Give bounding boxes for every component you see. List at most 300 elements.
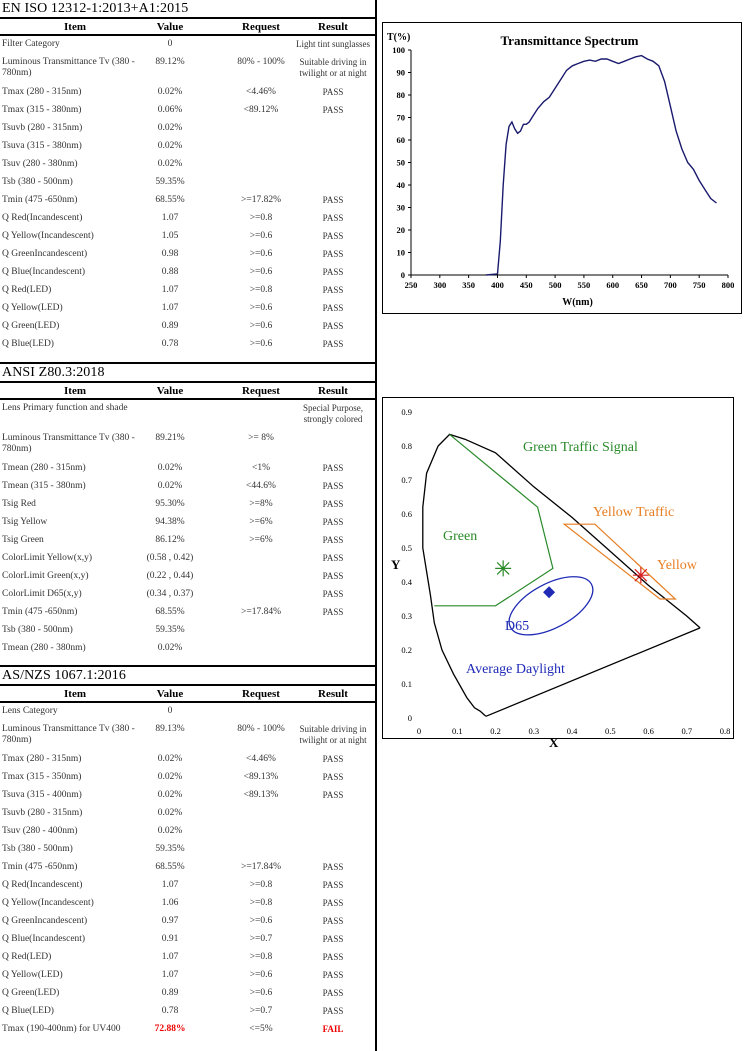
table-row (0, 228, 375, 246)
row-item: Q Blue(Incandescent) (2, 934, 86, 944)
row-value: 0.02% (157, 754, 183, 764)
cie-chart-box (382, 397, 734, 750)
row-request: <4.46% (246, 754, 276, 764)
ansi-panel (0, 364, 375, 665)
row-result: PASS (322, 934, 344, 944)
row-request: >=0.6 (249, 321, 273, 331)
row-value: 68.55% (155, 862, 185, 872)
x-tick-label: 0.8 (719, 726, 731, 736)
y-tick-label: 30 (396, 202, 405, 213)
row-item: Tsb (380 - 500nm) (2, 844, 73, 854)
x-tick-label: 700 (663, 280, 677, 290)
x-tick-label: 650 (635, 280, 648, 290)
x-tick-label: 0.4 (566, 726, 578, 736)
row-value: 0 (167, 706, 173, 716)
row-request: >=0.8 (249, 898, 273, 908)
ansi-rows (0, 400, 375, 658)
row-value: (0.58 , 0.42) (146, 553, 194, 563)
row-result: PASS (322, 916, 344, 926)
y-tick-label: 0.8 (401, 441, 412, 451)
x-axis-label: W(nm) (562, 297, 593, 308)
y-tick-label: 40 (396, 180, 405, 190)
header-item: Item (64, 21, 86, 33)
row-result: PASS (322, 880, 344, 890)
row-result: PASS (322, 105, 344, 115)
header-item: Item (64, 688, 86, 700)
row-item: Q GreenIncandescent) (2, 249, 88, 259)
y-tick-label: 60 (396, 135, 405, 145)
row-item: Q Blue(LED) (2, 339, 54, 349)
x-tick-label: 0 (416, 726, 422, 736)
y-tick-label: 0.3 (401, 611, 412, 621)
row-item: Q Yellow(Incandescent) (2, 898, 94, 908)
table-row (0, 496, 375, 514)
row-result: PASS (322, 970, 344, 980)
table-row (0, 318, 375, 336)
row-result: PASS (322, 862, 344, 872)
header-value: Value (156, 385, 184, 397)
row-item: Q Green(LED) (2, 988, 60, 998)
row-value: 1.07 (161, 285, 179, 295)
x-tick-label: 0.2 (490, 726, 501, 736)
table-row (0, 568, 375, 586)
row-item: Tmean (280 - 315nm) (2, 463, 86, 473)
header-value: Value (156, 21, 184, 33)
row-value: 0.02% (157, 123, 183, 133)
row-item: Tsuva (315 - 400nm) (2, 790, 82, 800)
row-value: 94.38% (155, 517, 185, 527)
row-result: PASS (322, 607, 344, 617)
d65-point-marker (543, 586, 555, 598)
as-nzs-rows (0, 703, 375, 1039)
en-iso-panel (0, 0, 375, 362)
row-value: 1.05 (161, 231, 179, 241)
table-row (0, 895, 375, 913)
yellow-label: Yellow (657, 558, 697, 573)
row-item: Q Red(Incandescent) (2, 213, 83, 223)
x-tick-label: 550 (577, 280, 591, 290)
average-daylight-label: Average Daylight (466, 662, 565, 677)
table-row (0, 282, 375, 300)
row-result: PASS (322, 499, 344, 509)
row-result: Suitable driving in twilight or at night (299, 724, 367, 745)
table-row (0, 138, 375, 156)
row-value: 59.35% (155, 177, 185, 187)
row-value: 72.88% (154, 1024, 186, 1034)
row-value: 0.89 (161, 321, 179, 331)
row-result: PASS (322, 1006, 344, 1016)
row-item: Tsuv (280 - 380nm) (2, 159, 78, 169)
row-value: 59.35% (155, 625, 185, 635)
table-row (0, 604, 375, 622)
en-iso-title: EN ISO 12312-1:2013+A1:2015 (2, 1, 189, 16)
table-row (0, 703, 375, 721)
y-tick-label: 100 (392, 45, 405, 55)
row-result: PASS (322, 321, 344, 331)
row-request: >=0.6 (249, 339, 273, 349)
table-row (0, 859, 375, 877)
table-row (0, 84, 375, 102)
y-tick-label: 0.1 (401, 679, 412, 689)
table-row (0, 823, 375, 841)
x-tick-label: 400 (491, 280, 504, 290)
x-tick-label: 750 (692, 280, 706, 290)
row-item: Tsig Green (2, 535, 44, 545)
green-label: Green (443, 529, 478, 544)
row-value: 0.02% (157, 481, 183, 491)
row-value: 0.02% (157, 463, 183, 473)
table-row (0, 514, 375, 532)
row-item: Luminous Transmittance Tv (380 - 780nm) (2, 433, 135, 454)
row-item: Tmax (280 - 315nm) (2, 754, 82, 764)
row-value: 59.35% (155, 844, 185, 854)
row-item: ColorLimit D65(x,y) (2, 589, 82, 599)
table-row (0, 640, 375, 658)
table-row (0, 586, 375, 604)
row-result: Suitable driving in twilight or at night (299, 57, 367, 78)
row-value: 0 (167, 39, 173, 49)
as-nzs-title: AS/NZS 1067.1:2016 (2, 668, 126, 683)
x-tick-label: 500 (548, 280, 562, 290)
table-row (0, 210, 375, 228)
row-result: PASS (322, 571, 344, 581)
table-row (0, 967, 375, 985)
row-value: 86.12% (155, 535, 185, 545)
row-item: ColorLimit Green(x,y) (2, 571, 89, 581)
table-row (0, 1003, 375, 1021)
row-value: 89.21% (155, 433, 185, 443)
green-limit-marker (495, 560, 511, 576)
row-item: Q Green(LED) (2, 321, 60, 331)
row-value: 0.91 (161, 934, 179, 944)
header-value: Value (156, 688, 184, 700)
y-tick-label: 0.6 (401, 509, 412, 519)
row-request: >=0.7 (249, 934, 273, 944)
row-request: <44.6% (246, 481, 276, 491)
table-row (0, 769, 375, 787)
table-row (0, 300, 375, 318)
x-tick-label: 0.6 (643, 726, 654, 736)
table-row (0, 192, 375, 210)
row-value: 0.97 (161, 916, 179, 926)
row-result: PASS (322, 790, 344, 800)
table-row (0, 1021, 375, 1039)
row-request: >=17.82% (240, 195, 281, 205)
row-request: <89.13% (243, 790, 279, 800)
table-header (0, 17, 375, 36)
as-nzs-panel (0, 667, 375, 1051)
row-item: Lens Category (2, 706, 58, 716)
row-result: PASS (322, 772, 344, 782)
row-request: >=17.84% (240, 862, 281, 872)
x-tick-label: 0.3 (528, 726, 540, 736)
row-value: 0.02% (157, 643, 183, 653)
en-iso-rows (0, 36, 375, 354)
row-item: Q Red(LED) (2, 952, 52, 962)
table-row (0, 120, 375, 138)
row-item: Tsb (380 - 500nm) (2, 177, 73, 187)
row-item: Tsig Yellow (2, 517, 48, 527)
y-tick-label: 0.2 (401, 645, 412, 655)
row-item: Q Yellow(LED) (2, 970, 63, 980)
row-result: PASS (322, 754, 344, 764)
x-tick-label: 350 (462, 280, 476, 290)
table-row (0, 949, 375, 967)
table-row (0, 400, 375, 430)
row-value: 1.07 (161, 880, 179, 890)
row-result: PASS (322, 589, 344, 599)
header-result: Result (318, 688, 348, 700)
row-item: Luminous Transmittance Tv (380 - 780nm) (2, 57, 135, 78)
row-item: Luminous Transmittance Tv (380 - 780nm) (2, 724, 135, 745)
row-item: ColorLimit Yellow(x,y) (2, 553, 92, 563)
row-request: >=0.6 (249, 970, 273, 980)
row-item: Tmin (475 -650nm) (2, 862, 78, 872)
row-item: Filter Category (2, 39, 60, 49)
table-row (0, 931, 375, 949)
x-tick-label: 800 (721, 280, 735, 290)
table-header (0, 684, 375, 703)
x-tick-label: 0.1 (451, 726, 463, 736)
y-tick-label: 70 (396, 112, 405, 123)
table-row (0, 532, 375, 550)
row-result: Light tint sunglasses (296, 39, 370, 49)
row-result: PASS (322, 952, 344, 962)
row-request: >=0.6 (249, 231, 273, 241)
header-request: Request (242, 385, 280, 397)
y-axis-label: T(%) (387, 32, 411, 43)
row-result: PASS (322, 481, 344, 491)
row-result: PASS (322, 517, 344, 527)
y-tick-label: 10 (396, 247, 405, 258)
row-value: 0.89 (161, 988, 179, 998)
green-traffic-signal-label: Green Traffic Signal (523, 440, 638, 455)
row-item: Q Yellow(Incandescent) (2, 231, 94, 241)
row-item: Tsuvb (280 - 315nm) (2, 123, 83, 133)
transmittance-chart (383, 23, 740, 312)
row-request: >=6% (249, 517, 273, 527)
row-item: Tsuvb (280 - 315nm) (2, 808, 83, 818)
table-row (0, 913, 375, 931)
row-value: 0.02% (157, 790, 183, 800)
row-item: Q Red(Incandescent) (2, 880, 83, 890)
row-item: Q Blue(LED) (2, 1006, 54, 1016)
row-request: <1% (251, 463, 271, 473)
header-request: Request (242, 688, 280, 700)
row-value: 0.02% (157, 87, 183, 97)
green-signal-region (434, 434, 553, 605)
y-tick-label: 0 (407, 713, 412, 723)
row-value: 1.07 (161, 970, 179, 980)
x-tick-label: 300 (433, 280, 447, 290)
row-item: Tmean (315 - 380nm) (2, 481, 86, 491)
row-request: >=0.6 (249, 267, 273, 277)
row-value: 0.78 (161, 1006, 179, 1016)
row-result: PASS (322, 267, 344, 277)
row-result: PASS (322, 463, 344, 473)
row-request: >=0.8 (249, 285, 273, 295)
row-value: 1.07 (161, 952, 179, 962)
row-request: >=0.6 (249, 988, 273, 998)
header-result: Result (318, 21, 348, 33)
row-item: Q GreenIncandescent) (2, 916, 88, 926)
row-request: >=0.7 (249, 1006, 273, 1016)
row-value: 0.02% (157, 808, 183, 818)
row-request: >=0.6 (249, 916, 273, 926)
row-result: PASS (322, 249, 344, 259)
row-item: Tsuv (280 - 400nm) (2, 826, 78, 836)
row-request: >= 8% (248, 433, 274, 443)
transmittance-series-line (486, 56, 717, 275)
table-row (0, 336, 375, 354)
row-result: PASS (322, 285, 344, 295)
y-tick-label: 0 (400, 270, 405, 280)
table-row (0, 102, 375, 120)
table-header (0, 381, 375, 400)
header-result: Result (318, 385, 348, 397)
row-value: 0.98 (161, 249, 179, 259)
row-value: 0.78 (161, 339, 179, 349)
y-tick-label: 0.5 (401, 543, 412, 553)
row-request: <89.13% (243, 772, 279, 782)
table-row (0, 174, 375, 192)
row-value: (0.22 , 0.44) (146, 571, 194, 581)
table-row (0, 787, 375, 805)
y-tick-label: 0.9 (401, 407, 412, 417)
row-result: PASS (322, 535, 344, 545)
table-row (0, 54, 375, 84)
row-item: Q Blue(Incandescent) (2, 267, 86, 277)
chart-title: Transmittance Spectrum (500, 33, 639, 48)
row-result: PASS (322, 195, 344, 205)
row-item: Tmin (475 -650nm) (2, 607, 78, 617)
row-result: PASS (322, 87, 344, 97)
transmittance-chart-box (382, 22, 742, 314)
row-item: Tmin (475 -650nm) (2, 195, 78, 205)
row-value: 0.88 (161, 267, 179, 277)
row-value: 1.07 (161, 303, 179, 313)
d65-label: D65 (505, 619, 530, 634)
table-row (0, 751, 375, 769)
row-value: (0.34 , 0.37) (146, 589, 194, 599)
row-result: PASS (322, 988, 344, 998)
row-result: Special Purpose, strongly colored (303, 403, 363, 424)
x-tick-label: 0.7 (681, 726, 693, 736)
row-value: 89.12% (155, 57, 185, 67)
row-value: 0.02% (157, 772, 183, 782)
row-request: <4.46% (246, 87, 276, 97)
y-tick-label: 80 (396, 90, 405, 100)
charts-panel (377, 0, 750, 1051)
row-result: PASS (322, 231, 344, 241)
yellow-limit-marker (633, 567, 649, 583)
row-request: >=0.8 (249, 952, 273, 962)
row-request: <89.12% (243, 105, 279, 115)
header-item: Item (64, 385, 86, 397)
row-result: PASS (322, 339, 344, 349)
row-request: >=17.84% (240, 607, 281, 617)
row-item: Q Yellow(LED) (2, 303, 63, 313)
row-request: >=6% (249, 535, 273, 545)
table-row (0, 877, 375, 895)
row-item: Tsuva (315 - 380nm) (2, 141, 82, 151)
row-result: PASS (322, 553, 344, 563)
table-row (0, 805, 375, 823)
row-value: 89.13% (155, 724, 185, 734)
row-value: 0.02% (157, 159, 183, 169)
row-item: Lens Primary function and shade (2, 403, 128, 413)
table-row (0, 622, 375, 640)
row-result: PASS (322, 898, 344, 908)
table-row (0, 721, 375, 751)
row-item: Tmax (190-400nm) for UV400 (2, 1024, 121, 1034)
row-request: <=5% (249, 1024, 273, 1034)
table-row (0, 36, 375, 54)
row-item: Tsb (380 - 500nm) (2, 625, 73, 635)
table-row (0, 841, 375, 859)
row-result: PASS (322, 303, 344, 313)
row-value: 1.07 (161, 213, 179, 223)
cie-chromaticity-chart (383, 398, 732, 750)
x-tick-label: 600 (606, 280, 620, 290)
table-row (0, 246, 375, 264)
table-row (0, 478, 375, 496)
row-request: >=0.6 (249, 303, 273, 313)
yellow-traffic-label: Yellow Traffic (593, 505, 675, 520)
row-result: PASS (322, 213, 344, 223)
row-value: 68.55% (155, 607, 185, 617)
y-tick-label: 0.4 (401, 577, 412, 587)
row-value: 0.02% (157, 141, 183, 151)
y-tick-label: 50 (396, 157, 405, 168)
y-tick-label: 20 (396, 225, 405, 235)
row-request: 80% - 100% (237, 724, 285, 734)
table-row (0, 550, 375, 568)
d65-ellipse (500, 565, 602, 647)
row-item: Tmax (280 - 315nm) (2, 87, 82, 97)
row-value: 68.55% (155, 195, 185, 205)
x-axis-label: X (549, 735, 559, 750)
x-tick-label: 450 (519, 280, 533, 290)
row-value: 95.30% (155, 499, 185, 509)
row-item: Tsig Red (2, 499, 36, 509)
row-request: 80% - 100% (237, 57, 285, 67)
row-result: FAIL (322, 1024, 344, 1034)
y-tick-label: 90 (396, 67, 405, 78)
row-value: 0.06% (157, 105, 183, 115)
row-item: Tmax (315 - 350nm) (2, 772, 82, 782)
table-row (0, 460, 375, 478)
header-request: Request (242, 21, 280, 33)
ansi-title: ANSI Z80.3:2018 (2, 365, 105, 380)
row-request: >=8% (249, 499, 273, 509)
row-request: >=0.8 (249, 213, 273, 223)
table-row (0, 985, 375, 1003)
row-request: >=0.6 (249, 249, 273, 259)
row-item: Q Red(LED) (2, 285, 52, 295)
y-tick-label: 0.7 (401, 475, 412, 485)
row-value: 0.02% (157, 826, 183, 836)
table-row (0, 264, 375, 282)
y-axis-label: Y (391, 557, 401, 572)
row-request: >=0.8 (249, 880, 273, 890)
row-item: Tmax (315 - 380nm) (2, 105, 82, 115)
table-row (0, 430, 375, 460)
row-item: Tmean (280 - 380nm) (2, 643, 86, 653)
table-row (0, 156, 375, 174)
row-value: 1.06 (161, 898, 179, 908)
x-tick-label: 0.5 (604, 726, 616, 736)
